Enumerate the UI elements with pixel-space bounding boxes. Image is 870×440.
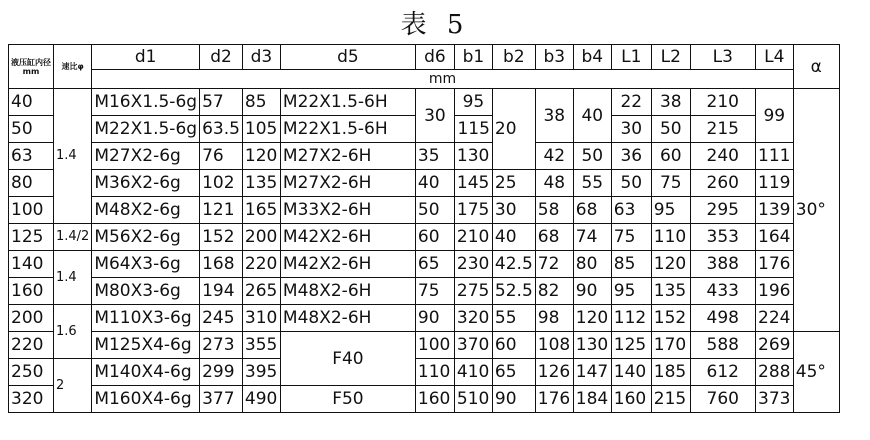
- cell-d5: M22X1.5-6H: [280, 89, 415, 116]
- cell-L2: 38: [651, 89, 690, 116]
- cell-d1: M125X4-6g: [92, 332, 200, 359]
- header-alpha: α: [793, 45, 839, 89]
- cell-d6: 90: [415, 305, 454, 332]
- cell-d3: 395: [242, 359, 280, 386]
- header-L3: L3: [690, 45, 755, 70]
- table-row: [9, 278, 840, 305]
- table-row: [9, 305, 840, 332]
- cell-L1: 36: [611, 143, 651, 170]
- table-row: [9, 224, 840, 251]
- cell-L1: 125: [611, 332, 651, 359]
- cell-b4: 55: [573, 170, 611, 197]
- cell-d2: 76: [200, 143, 243, 170]
- cell-b1: 130: [454, 143, 492, 170]
- cell-b3: 58: [535, 197, 573, 224]
- cell-L4: 111: [755, 143, 793, 170]
- cell-L1: 75: [611, 224, 651, 251]
- header-ratio: 速比φ: [54, 45, 92, 89]
- cell-d3: 200: [242, 224, 280, 251]
- header-d5: d5: [280, 45, 415, 70]
- cell-L2: 60: [651, 143, 690, 170]
- header-d6: d6: [415, 45, 454, 70]
- table-title: 表 5: [400, 10, 470, 40]
- cell-L3: 295: [690, 197, 755, 224]
- cell-bore: 50: [9, 116, 54, 143]
- cell-d2: 63.5: [200, 116, 243, 143]
- cell-b1: 510: [454, 386, 492, 413]
- table-row: [9, 89, 840, 116]
- table-row: [9, 359, 840, 386]
- cell-d5: M48X2-6H: [280, 278, 415, 305]
- cell-bore: 140: [9, 251, 54, 278]
- cell-L1: 95: [611, 278, 651, 305]
- cell-b2: 55: [492, 305, 535, 332]
- cell-d6: 65: [415, 251, 454, 278]
- table-row: [9, 332, 840, 359]
- cell-d1: M64X3-6g: [92, 251, 200, 278]
- header-bore: 液压缸内径mm: [9, 45, 54, 89]
- cell-d1: M110X3-6g: [92, 305, 200, 332]
- cell-d1: M22X1.5-6g: [92, 116, 200, 143]
- cell-d2: 121: [200, 197, 243, 224]
- cell-L1: 140: [611, 359, 651, 386]
- cell-d3: 135: [242, 170, 280, 197]
- table-row: [9, 386, 840, 413]
- unit-row: [9, 70, 840, 89]
- cell-alpha: 45°: [793, 332, 839, 413]
- cell-d6: 75: [415, 278, 454, 305]
- cell-L1: 30: [611, 116, 651, 143]
- cell-bore: 200: [9, 305, 54, 332]
- cell-d2: 194: [200, 278, 243, 305]
- cell-L2: 95: [651, 197, 690, 224]
- table-row: [9, 251, 840, 278]
- cell-d3: 85: [242, 89, 280, 116]
- cell-d1: M56X2-6g: [92, 224, 200, 251]
- cell-L4: 373: [755, 386, 793, 413]
- cell-L1: 85: [611, 251, 651, 278]
- cell-L1: 22: [611, 89, 651, 116]
- cell-d2: 57: [200, 89, 243, 116]
- cell-L3: 433: [690, 278, 755, 305]
- header-L2: L2: [651, 45, 690, 70]
- cell-bore: 100: [9, 197, 54, 224]
- cell-b3: 98: [535, 305, 573, 332]
- cell-d6: 110: [415, 359, 454, 386]
- cell-d6: 35: [415, 143, 454, 170]
- cell-L3: 612: [690, 359, 755, 386]
- cell-d5: M33X2-6H: [280, 197, 415, 224]
- cell-b2: 20: [492, 89, 535, 170]
- cell-d2: 273: [200, 332, 243, 359]
- cell-b3: 68: [535, 224, 573, 251]
- cell-d5: M42X2-6H: [280, 224, 415, 251]
- cell-d3: 105: [242, 116, 280, 143]
- cell-b4: 90: [573, 278, 611, 305]
- cell-L2: 75: [651, 170, 690, 197]
- cell-b2: 30: [492, 197, 535, 224]
- cell-bore: 220: [9, 332, 54, 359]
- cell-bore: 250: [9, 359, 54, 386]
- cell-b1: 145: [454, 170, 492, 197]
- cell-b3: 176: [535, 386, 573, 413]
- cell-L4: 269: [755, 332, 793, 359]
- cell-L1: 112: [611, 305, 651, 332]
- cell-L3: 210: [690, 89, 755, 116]
- cell-L3: 388: [690, 251, 755, 278]
- cell-L3: 260: [690, 170, 755, 197]
- cell-b2: 90: [492, 386, 535, 413]
- header-b3: b3: [535, 45, 573, 70]
- cell-d3: 490: [242, 386, 280, 413]
- cell-d3: 355: [242, 332, 280, 359]
- table-row: [9, 197, 840, 224]
- cell-bore: 125: [9, 224, 54, 251]
- cell-b3: 108: [535, 332, 573, 359]
- cell-d5: F50: [280, 386, 415, 413]
- cell-L4: 224: [755, 305, 793, 332]
- header-row: [9, 45, 840, 70]
- cell-L2: 110: [651, 224, 690, 251]
- cell-d5: M27X2-6H: [280, 143, 415, 170]
- header-b1: b1: [454, 45, 492, 70]
- cell-ratio: 1.4/2: [54, 224, 92, 251]
- header-b2: b2: [492, 45, 535, 70]
- cell-L4: 176: [755, 251, 793, 278]
- cell-d2: 102: [200, 170, 243, 197]
- cell-b1: 410: [454, 359, 492, 386]
- cell-d6: 100: [415, 332, 454, 359]
- cell-d5: F40: [280, 332, 415, 386]
- cell-d1: M27X2-6g: [92, 143, 200, 170]
- cell-b4: 74: [573, 224, 611, 251]
- cell-L1: 50: [611, 170, 651, 197]
- cell-b2: 65: [492, 359, 535, 386]
- cell-L2: 215: [651, 386, 690, 413]
- cell-d6: 40: [415, 170, 454, 197]
- cell-b1: 210: [454, 224, 492, 251]
- cell-L3: 760: [690, 386, 755, 413]
- cell-b3: 38: [535, 89, 573, 143]
- cell-d3: 120: [242, 143, 280, 170]
- cell-b4: 120: [573, 305, 611, 332]
- cell-d1: M48X2-6g: [92, 197, 200, 224]
- cell-L4: 139: [755, 197, 793, 224]
- dimension-table: [8, 44, 840, 413]
- cell-d6: 50: [415, 197, 454, 224]
- cell-b3: 48: [535, 170, 573, 197]
- header-d2: d2: [200, 45, 243, 70]
- cell-L4: 164: [755, 224, 793, 251]
- cell-L3: 498: [690, 305, 755, 332]
- cell-d3: 165: [242, 197, 280, 224]
- unit-label: mm: [92, 70, 793, 89]
- cell-b1: 95: [454, 89, 492, 116]
- cell-alpha: 30°: [793, 89, 839, 332]
- cell-bore: 63: [9, 143, 54, 170]
- cell-d3: 265: [242, 278, 280, 305]
- cell-b2: 52.5: [492, 278, 535, 305]
- cell-L4: 196: [755, 278, 793, 305]
- cell-d6: 160: [415, 386, 454, 413]
- cell-L4: 99: [755, 89, 793, 143]
- header-L4: L4: [755, 45, 793, 70]
- cell-b1: 230: [454, 251, 492, 278]
- cell-L2: 185: [651, 359, 690, 386]
- cell-L1: 63: [611, 197, 651, 224]
- cell-ratio: 1.4: [54, 89, 92, 224]
- cell-b2: 40: [492, 224, 535, 251]
- cell-b2: 25: [492, 170, 535, 197]
- header-d3: d3: [242, 45, 280, 70]
- table-row: [9, 170, 840, 197]
- cell-d6: 30: [415, 89, 454, 143]
- cell-L2: 50: [651, 116, 690, 143]
- cell-b4: 184: [573, 386, 611, 413]
- cell-b2: 60: [492, 332, 535, 359]
- cell-L2: 135: [651, 278, 690, 305]
- cell-b4: 147: [573, 359, 611, 386]
- cell-L2: 120: [651, 251, 690, 278]
- cell-d3: 310: [242, 305, 280, 332]
- cell-L2: 152: [651, 305, 690, 332]
- cell-b1: 115: [454, 116, 492, 143]
- cell-b3: 42: [535, 143, 573, 170]
- cell-bore: 160: [9, 278, 54, 305]
- cell-d2: 168: [200, 251, 243, 278]
- cell-L3: 240: [690, 143, 755, 170]
- cell-L3: 588: [690, 332, 755, 359]
- cell-b1: 175: [454, 197, 492, 224]
- cell-b3: 72: [535, 251, 573, 278]
- cell-d1: M16X1.5-6g: [92, 89, 200, 116]
- cell-bore: 40: [9, 89, 54, 116]
- cell-bore: 320: [9, 386, 54, 413]
- header-d1: d1: [92, 45, 200, 70]
- cell-d3: 220: [242, 251, 280, 278]
- cell-b4: 130: [573, 332, 611, 359]
- cell-b3: 82: [535, 278, 573, 305]
- cell-b4: 50: [573, 143, 611, 170]
- cell-d5: M42X2-6H: [280, 251, 415, 278]
- cell-b1: 370: [454, 332, 492, 359]
- cell-L3: 215: [690, 116, 755, 143]
- cell-d2: 245: [200, 305, 243, 332]
- cell-d2: 152: [200, 224, 243, 251]
- cell-L4: 288: [755, 359, 793, 386]
- cell-b2: 42.5: [492, 251, 535, 278]
- cell-L2: 170: [651, 332, 690, 359]
- cell-ratio: 1.4: [54, 251, 92, 305]
- cell-bore: 80: [9, 170, 54, 197]
- cell-b1: 275: [454, 278, 492, 305]
- table-row: [9, 143, 840, 170]
- cell-d2: 299: [200, 359, 243, 386]
- cell-ratio: 1.6: [54, 305, 92, 359]
- cell-d6: 60: [415, 224, 454, 251]
- cell-b1: 320: [454, 305, 492, 332]
- cell-ratio: 2: [54, 359, 92, 413]
- cell-d1: M80X3-6g: [92, 278, 200, 305]
- cell-d5: M22X1.5-6H: [280, 116, 415, 143]
- cell-d5: M48X2-6H: [280, 305, 415, 332]
- cell-L4: 119: [755, 170, 793, 197]
- cell-d5: M27X2-6H: [280, 170, 415, 197]
- cell-L3: 353: [690, 224, 755, 251]
- cell-b3: 126: [535, 359, 573, 386]
- cell-d1: M140X4-6g: [92, 359, 200, 386]
- cell-b4: 80: [573, 251, 611, 278]
- header-b4: b4: [573, 45, 611, 70]
- cell-b4: 68: [573, 197, 611, 224]
- cell-d1: M160X4-6g: [92, 386, 200, 413]
- cell-d2: 377: [200, 386, 243, 413]
- cell-b4: 40: [573, 89, 611, 143]
- header-L1: L1: [611, 45, 651, 70]
- cell-d1: M36X2-6g: [92, 170, 200, 197]
- cell-L1: 160: [611, 386, 651, 413]
